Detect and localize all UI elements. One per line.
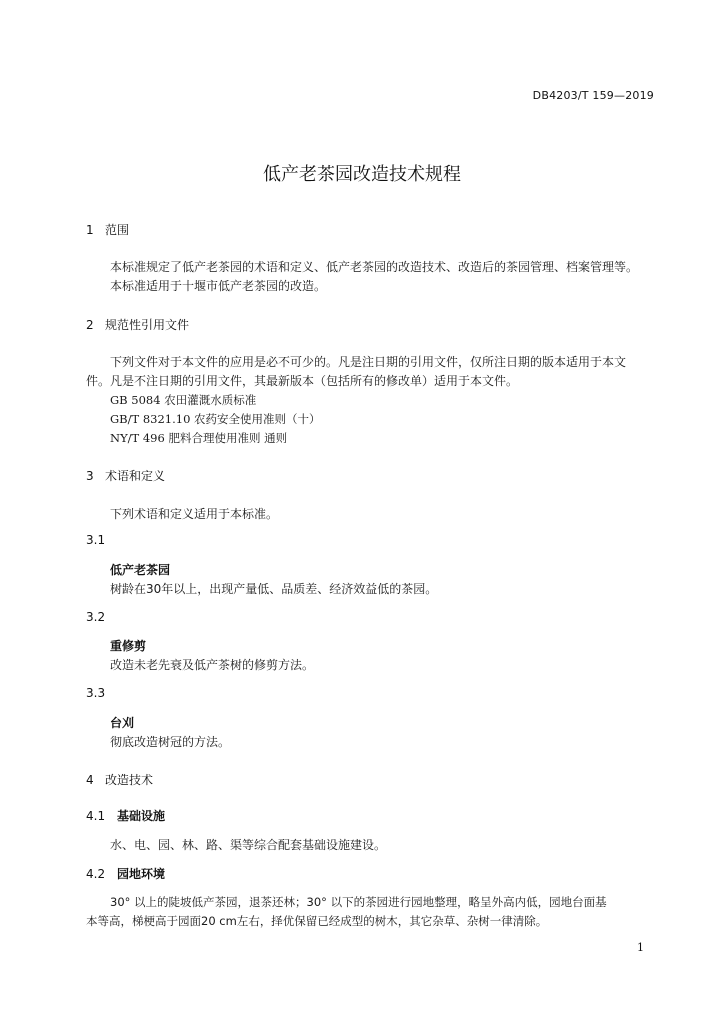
garden-environment-line-1: 30° 以上的陡坡低产茶园，退茶还林；30° 以下的茶园进行园地整理，略呈外高内低，园地台面基	[110, 895, 607, 909]
reference-item: GB 5084 农田灌溉水质标准	[110, 393, 257, 407]
term-definition: 改造未老先衰及低产茶树的修剪方法。	[110, 658, 315, 672]
section-3-heading	[86, 467, 165, 484]
term-number: 3.1	[86, 533, 106, 547]
references-intro-line-1: 下列文件对于本文件的应用是必不可少的。凡是注日期的引用文件，仅所注日期的版本适用于本文	[110, 355, 627, 369]
subsection-title: 园地环境	[117, 867, 166, 881]
term-name: 重修剪	[110, 639, 147, 653]
section-2-heading	[86, 316, 189, 333]
term-name: 台刈	[110, 716, 135, 730]
garden-environment-line-2: 本等高，梯梗高于园面20 cm左右，择优保留已经成型的树木，其它杂草、杂树一律清除。	[86, 914, 548, 928]
document-code: DB4203/T 159—2019	[532, 89, 654, 102]
reference-item: NY/T 496 肥料合理使用准则 通则	[110, 431, 288, 445]
subsection-number: 4.2	[86, 867, 106, 881]
section-4-heading	[86, 771, 153, 788]
scope-paragraph-1: 本标准规定了低产老茶园的术语和定义、低产老茶园的改造技术、改造后的茶园管理、档案管理等。	[110, 260, 639, 274]
section-title: 术语和定义	[105, 469, 166, 483]
term-name: 低产老茶园	[110, 563, 171, 577]
document-title: 低产老茶园改造技术规程	[263, 164, 461, 185]
reference-item: GB/T 8321.10 农药安全使用准则（十）	[110, 412, 321, 426]
section-title: 规范性引用文件	[105, 318, 190, 332]
subsection-4-2-heading	[86, 865, 165, 882]
section-1-heading	[86, 221, 129, 238]
section-title: 改造技术	[105, 773, 154, 787]
term-number: 3.2	[86, 610, 106, 624]
scope-paragraph-2: 本标准适用于十堰市低产老茶园的改造。	[110, 279, 327, 293]
section-number: 2	[86, 318, 94, 332]
section-number: 3	[86, 469, 94, 483]
term-definition: 树龄在30年以上，出现产量低、品质差、经济效益低的茶园。	[110, 582, 438, 596]
infrastructure-text: 水、电、园、林、路、渠等综合配套基础设施建设。	[110, 838, 387, 852]
section-title: 范围	[105, 223, 130, 237]
section-number: 1	[86, 223, 94, 237]
subsection-title: 基础设施	[117, 809, 166, 823]
section-number: 4	[86, 773, 94, 787]
term-number: 3.3	[86, 686, 106, 700]
term-definition: 彻底改造树冠的方法。	[110, 735, 231, 749]
references-intro-line-2: 件。凡是不注日期的引用文件，其最新版本（包括所有的修改单）适用于本文件。	[86, 374, 519, 388]
subsection-4-1-heading	[86, 807, 165, 824]
definitions-intro: 下列术语和定义适用于本标准。	[110, 507, 279, 521]
subsection-number: 4.1	[86, 809, 106, 823]
page-number: 1	[637, 941, 644, 954]
